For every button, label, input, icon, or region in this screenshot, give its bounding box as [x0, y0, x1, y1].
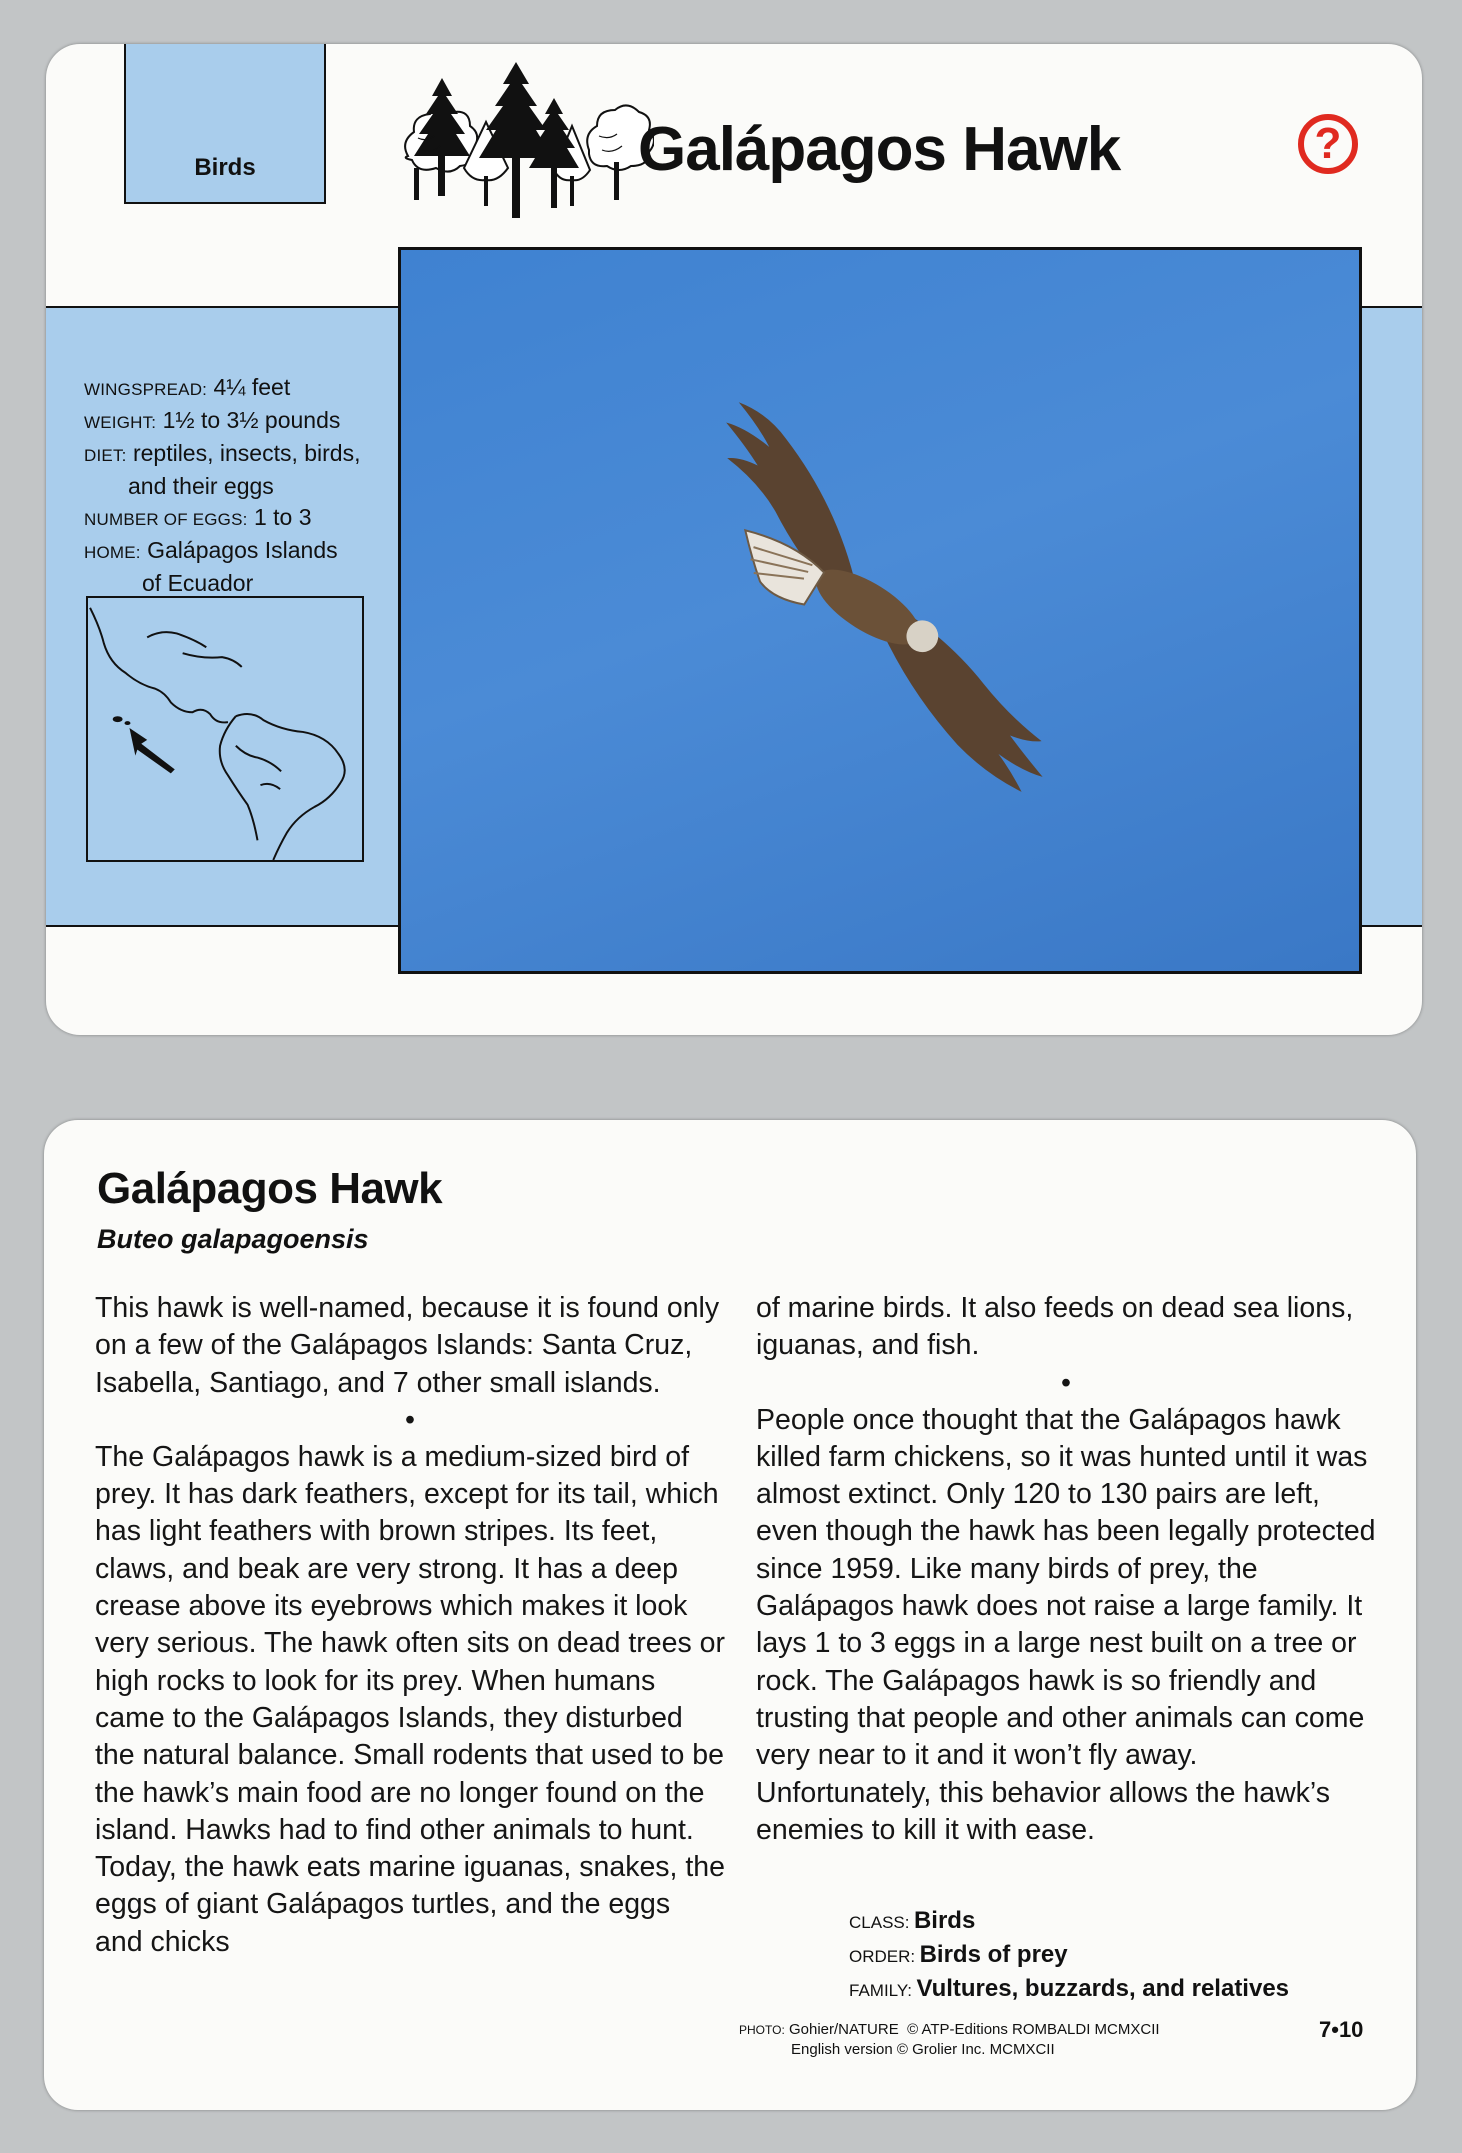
- wingspread-label: WINGSPREAD:: [84, 380, 208, 399]
- photo-credits: [739, 2020, 1160, 2059]
- photo-credit: Gohier/NATURE: [788, 2021, 899, 2038]
- copyright-line-2: English version © Grolier Inc. MCMXCII: [791, 2041, 1055, 2058]
- order-label: ORDER:: [849, 1947, 916, 1966]
- card-back: [44, 1120, 1416, 2110]
- diet-value-line2: and their eggs: [128, 473, 274, 499]
- card-front: [46, 44, 1422, 1035]
- category-box: [124, 44, 326, 204]
- eggs-label: NUMBER OF EGGS:: [84, 510, 248, 529]
- hawk-photo: [398, 247, 1362, 974]
- separator-dot: •: [1061, 1366, 1071, 1399]
- card-title: Galápagos Hawk: [638, 115, 1121, 184]
- separator-dot: •: [405, 1403, 415, 1436]
- weight-value: 1½ to 3½ pounds: [162, 407, 341, 433]
- home-value-line1: Galápagos Islands: [147, 537, 338, 563]
- back-title: Galápagos Hawk: [97, 1164, 443, 1213]
- forest-habitat-icon: [394, 58, 654, 228]
- paragraph-1: This hawk is well-named, because it is found only on a few of the Galápagos Islands: Santa Cruz, Isabella, Santiago, and 7 other small islands.: [95, 1292, 720, 1399]
- photo-label: PHOTO:: [739, 2023, 785, 2037]
- family-label: FAMILY:: [849, 1981, 912, 2000]
- soaring-hawk-icon: [401, 250, 1359, 971]
- card-number: 7•10: [1319, 2017, 1364, 2042]
- diet-value-line1: reptiles, insects, birds,: [132, 440, 361, 466]
- paragraph-2: The Galápagos hawk is a medium-sized bird of prey. It has dark feathers, except for its tail, which has light feathers with brown stripes. Its feet, claws, and beak are very strong. It has a deep crease above its eyebrows which makes it look very serious. The hawk often sits on dead trees or high rocks to look for its prey. When humans came to the Galápagos Islands, they disturbed the natural balance. Small rodents that used to be the hawk’s main food are no longer found on the island. Hawks had to find other animals to hunt. Today, the hawk eats marine iguanas, snakes, the eggs of giant Galápagos turtles, and the eggs and chicks: [95, 1440, 726, 1958]
- weight-label: WEIGHT:: [84, 413, 157, 432]
- text-column-right: [756, 1290, 1376, 1849]
- home-label: HOME:: [84, 543, 141, 562]
- question-mark-circle-icon[interactable]: ?: [1298, 114, 1358, 174]
- category-label: Birds: [194, 154, 256, 181]
- text-column-left: [95, 1290, 725, 1961]
- paragraph-2-continued: of marine birds. It also feeds on dead sea lions, iguanas, and fish.: [756, 1292, 1354, 1362]
- stats-panel: [84, 372, 384, 599]
- order-value: Birds of prey: [919, 1941, 1068, 1968]
- range-map: [86, 596, 364, 862]
- copyright-line-1: © ATP-Editions ROMBALDI MCMXCII: [907, 2021, 1160, 2038]
- paragraph-3: People once thought that the Galápagos hawk killed farm chickens, so it was hunted until it was almost extinct. Only 120 to 130 pairs are left, even though the hawk has been legally protected since 1959. Like many birds of prey, the Galápagos hawk does not raise a large family. It lays 1 to 3 eggs in a large nest built on a tree or rock. The Galápagos hawk is so friendly and trusting that people and other animals can come very near to it and it won’t fly away. Unfortunately, this behavior allows the hawk’s enemies to kill it with ease.: [756, 1403, 1376, 1846]
- scientific-name: Buteo galapagoensis: [97, 1224, 369, 1254]
- eggs-value: 1 to 3: [253, 504, 312, 530]
- class-value: Birds: [913, 1907, 976, 1934]
- family-value: Vultures, buzzards, and relatives: [916, 1975, 1290, 2002]
- wingspread-value: 4¼ feet: [213, 374, 291, 400]
- diet-label: DIET:: [84, 446, 127, 465]
- home-value-line2: of Ecuador: [142, 570, 254, 596]
- class-label: CLASS:: [849, 1913, 910, 1932]
- classification-block: [849, 1905, 1289, 2007]
